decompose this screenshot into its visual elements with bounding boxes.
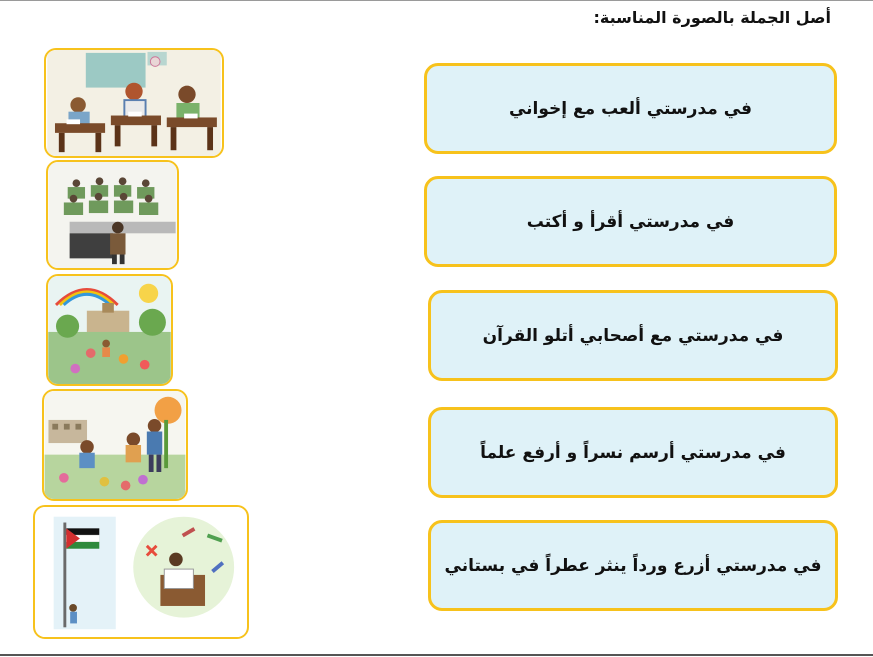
instruction-heading: أصل الجملة بالصورة المناسبة: (593, 8, 831, 27)
flag-and-drawing-illustration-icon (35, 507, 247, 637)
children-planting-flowers-illustration-icon (44, 391, 186, 499)
sentence-text: في مدرستي أقرأ و أكتب (526, 211, 735, 232)
picture-card-1[interactable] (44, 48, 224, 158)
sentence-box-2[interactable] (424, 176, 837, 267)
sentence-text: في مدرستي مع أصحابي أتلو القرآن (482, 325, 784, 346)
classroom-teacher-illustration-icon (48, 162, 177, 268)
bottom-rule (0, 654, 873, 656)
picture-card-3[interactable] (46, 274, 173, 386)
picture-card-4[interactable] (42, 389, 188, 501)
classroom-writing-illustration-icon (46, 50, 222, 156)
sentence-text: في مدرستي أرسم نسراً و أرفع علماً (480, 442, 786, 463)
sentence-text: في مدرستي ألعب مع إخواني (508, 98, 753, 119)
sentence-box-5[interactable] (428, 520, 838, 611)
sentence-box-1[interactable] (424, 63, 837, 154)
sentence-box-3[interactable] (428, 290, 838, 381)
sentence-text: في مدرستي أزرع ورداً ينثر عطراً في بستاني (444, 555, 822, 576)
picture-card-2[interactable] (46, 160, 179, 270)
picture-card-5[interactable] (33, 505, 249, 639)
sentence-box-4[interactable] (428, 407, 838, 498)
top-rule (0, 0, 873, 1)
school-garden-rainbow-illustration-icon (48, 276, 171, 384)
